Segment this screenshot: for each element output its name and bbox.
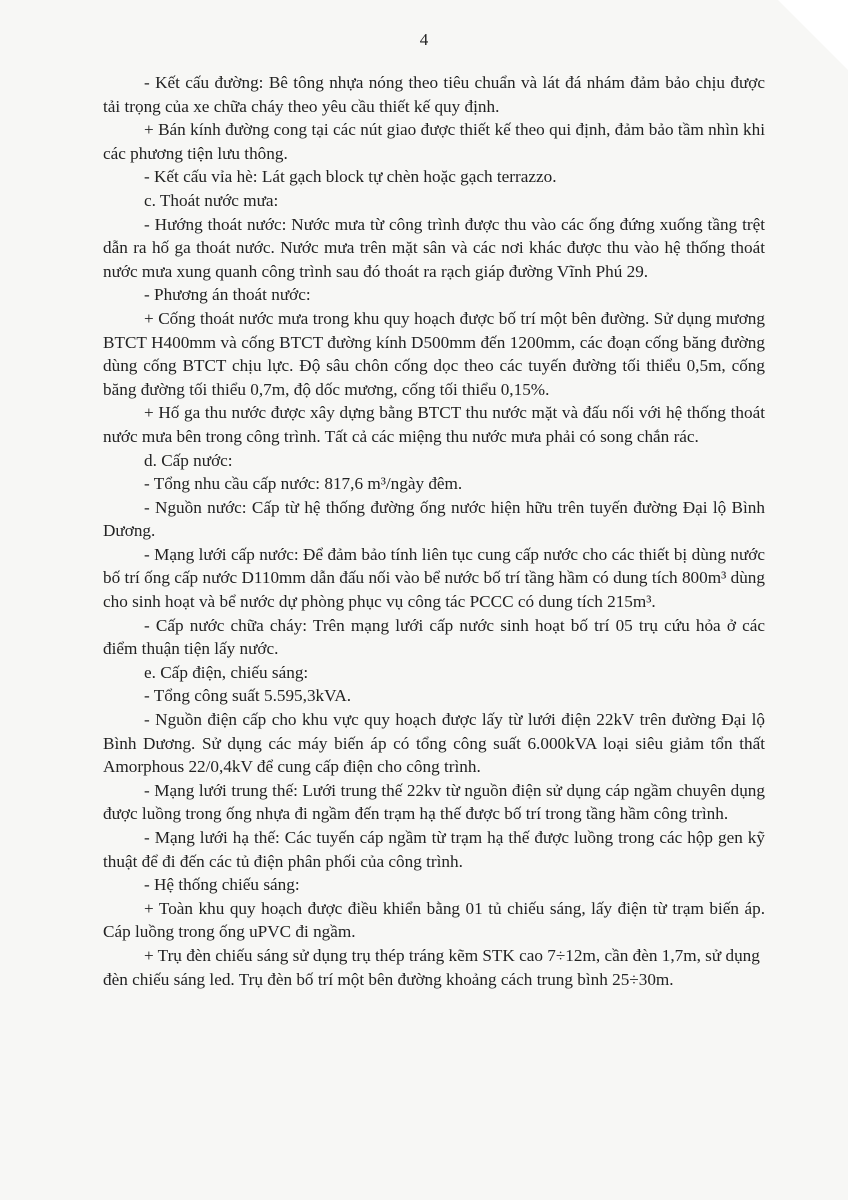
paragraph: - Nguồn điện cấp cho khu vực quy hoạch được lấy từ lưới điện 22kV trên đường Đại lộ Bình Dương. Sử dụng các máy biến áp có tổng công suất 6.000kVA loại siêu giảm tổn thất Amorphous 22/0,4kV để cung cấp điện cho công trình. — [103, 710, 765, 777]
paragraph: + Toàn khu quy hoạch được điều khiển bằng 01 tủ chiếu sáng, lấy điện từ trạm biến áp. Cáp luồng trong ống uPVC đi ngầm. — [103, 898, 765, 942]
paragraph: + Cống thoát nước mưa trong khu quy hoạch được bố trí một bên đường. Sử dụng mương BTCT H400mm và cống BTCT đường kính D500mm đến 1200mm, các đoạn cống băng đường dùng cống BTCT chịu lực. Độ sâu chôn cống dọc theo các tuyến đường tối thiểu 0,5m, cống băng đường tối thiểu 0,7m, độ dốc mương, cống tối thiểu 0,15%. — [103, 308, 765, 399]
document-body — [103, 71, 765, 991]
paragraph: - Mạng lưới trung thế: Lưới trung thế 22kv từ nguồn điện sử dụng cáp ngầm chuyên dụng được luồng trong ống nhựa đi ngầm đến trạm hạ thế được bố trí trong tầng hầm công trình. — [103, 780, 765, 824]
paragraph: - Mạng lưới hạ thế: Các tuyến cáp ngầm từ trạm hạ thế được luồng trong các hộp gen kỹ thuật để đi đến các tủ điện phân phối của công trình. — [103, 828, 765, 871]
paragraph: + Trụ đèn chiếu sáng sử dụng trụ thép tráng kẽm STK cao 7÷12m, cần đèn 1,7m, sử dụng đèn chiếu sáng led. Trụ đèn bố trí một bên đường khoảng cách trung bình 25÷30m. — [103, 945, 760, 989]
paragraph: + Bán kính đường cong tại các nút giao được thiết kế theo qui định, đảm bảo tầm nhìn khi các phương tiện lưu thông. — [103, 120, 765, 163]
section-heading-c: c. Thoát nước mưa: — [144, 190, 279, 210]
paragraph: - Tổng nhu cầu cấp nước: 817,6 m³/ngày đêm. — [144, 474, 463, 494]
paragraph: - Cấp nước chữa cháy: Trên mạng lưới cấp nước sinh hoạt bố trí 05 trụ cứu hỏa ở các điểm thuận tiện lấy nước. — [103, 615, 765, 659]
paragraph: - Nguồn nước: Cấp từ hệ thống đường ống nước hiện hữu trên tuyến đường Đại lộ Bình Dương. — [103, 497, 765, 541]
paragraph: - Mạng lưới cấp nước: Để đảm bảo tính liên tục cung cấp nước cho các thiết bị dùng nước bố trí ống cấp nước D110mm dẫn đấu nối vào bể nước bố trí tầng hầm có dung tích 800m³ dùng cho sinh hoạt và bể nước dự phòng phục vụ công tác PCCC có dung tích 215m³. — [103, 544, 765, 612]
paragraph: - Kết cấu vỉa hè: Lát gạch block tự chèn hoặc gạch terrazzo. — [144, 167, 557, 187]
section-heading-e: e. Cấp điện, chiếu sáng: — [144, 662, 309, 682]
paragraph: - Phương án thoát nước: — [144, 285, 311, 305]
paragraph: - Kết cấu đường: Bê tông nhựa nóng theo tiêu chuẩn và lát đá nhám đảm bảo chịu được tải trọng của xe chữa cháy theo yêu cầu thiết kế quy định. — [103, 73, 765, 116]
paragraph: - Hướng thoát nước: Nước mưa từ công trình được thu vào các ống đứng xuống tầng trệt dẫn ra hố ga thoát nước. Nước mưa trên mặt sân và các nơi khác được thu vào hệ thống thoát nước mưa xung quanh công trình sau đó thoát ra rạch giáp đường Vĩnh Phú 29. — [103, 214, 765, 281]
paragraph: - Hệ thống chiếu sáng: — [144, 875, 300, 895]
paragraph: - Tổng công suất 5.595,3kVA. — [144, 686, 352, 706]
section-heading-d: d. Cấp nước: — [144, 450, 233, 470]
paragraph: + Hố ga thu nước được xây dựng bằng BTCT thu nước mặt và đấu nối với hệ thống thoát nước mưa bên trong công trình. Tất cả các miệng thu nước mưa phải có song chắn rác. — [103, 403, 765, 446]
page-number: 4 — [419, 30, 429, 49]
